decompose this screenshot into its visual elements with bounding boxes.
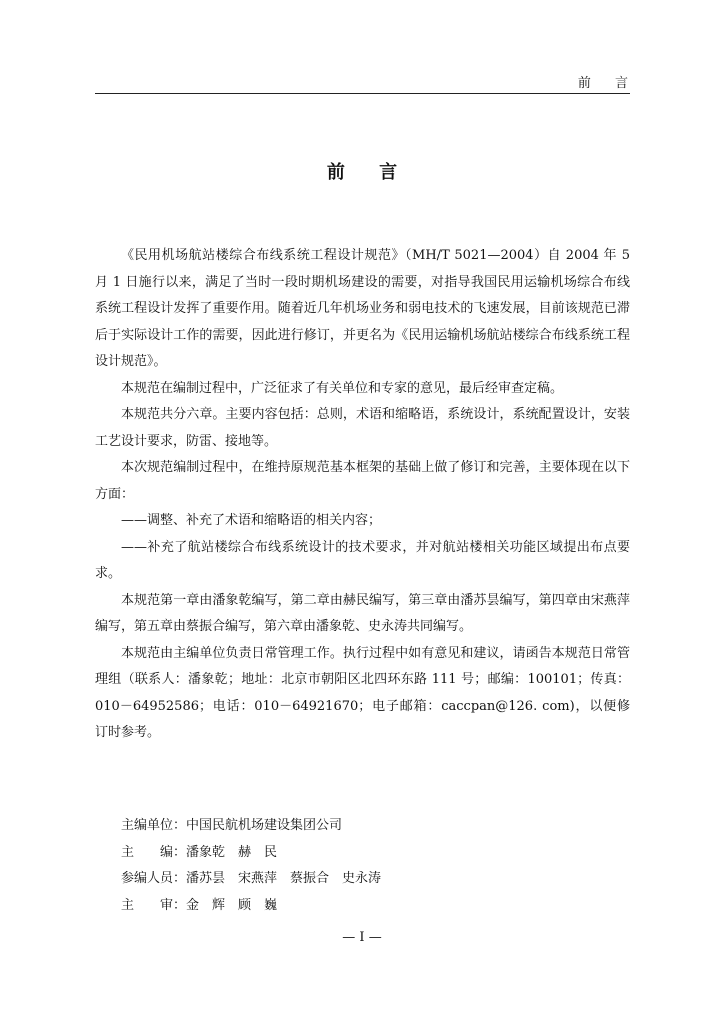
credit-label: 主编单位： [121,818,187,833]
credits-block [121,813,381,919]
paragraph-contents: 本规范共分六章。主要内容包括：总则，术语和缩略语，系统设计，系统配置设计，安装工艺设计要求，防雷、接地等。 [95,407,630,449]
credit-value: 金 辉 顾 巍 [186,897,278,913]
running-header: 前 言 [577,76,638,91]
page-title: 前 言 [326,162,412,183]
paragraph-revision-item-1: ——调整、补充了术语和缩略语的相关内容； [121,513,382,528]
credit-row-contributors [121,866,381,893]
paragraph-revision-item-2: ——补充了航站楼综合布线系统设计的技术要求，并对航站楼相关功能区域提出布点要求。 [95,539,630,581]
credit-label: 主 编： [121,844,187,860]
credit-row-chief-editor [121,840,381,867]
credit-value: 潘苏昙 宋燕萍 蔡振合 史永涛 [186,871,382,886]
paragraph-compilation: 本规范在编制过程中，广泛征求了有关单位和专家的意见，最后经审查定稿。 [121,380,564,396]
credit-row-editor-unit [121,813,381,840]
credit-label: 主 审： [121,897,187,913]
paragraph-intro: 《民用机场航站楼综合布线系统工程设计规范》（MH/T 5021—2004）自 2004 年 5 月 1 日施行以来，满足了当时一段时期机场建设的需要，对指导我国民用运输机场综合布线系统工程设计发挥了重要作用。随着近几年机场业务和弱电技术的飞速发展，目前该规范已滞后于实际设计工作的需要，因此进行修订，并更名为《民用运输机场航站楼综合布线系统工程设计规范》。 [95,248,630,369]
credit-value: 潘象乾 赫 民 [186,844,278,860]
header-divider [95,93,630,94]
page-number: — I — [342,930,382,945]
paragraph-contact: 本规范由主编单位负责日常管理工作。执行过程中如有意见和建议，请函告本规范日常管理组（联系人：潘象乾；地址：北京市朝阳区北四环东路 111 号；邮编：100101；传真：010－64952586；电话：010－64921670；电子邮箱：caccpan@126. com)，以便修订时参考。 [95,645,630,740]
paragraph-authors: 本规范第一章由潘象乾编写，第二章由赫民编写，第三章由潘苏昙编写，第四章由宋燕萍编写，第五章由蔡振合编写，第六章由潘象乾、史永涛共同编写。 [95,592,630,634]
preface-body [95,243,630,747]
credit-value: 中国民航机场建设集团公司 [186,818,343,833]
credit-row-reviewers [121,893,381,920]
credit-label: 参编人员： [121,871,187,886]
paragraph-revision: 本次规范编制过程中，在维持原规范基本框架的基础上做了修订和完善，主要体现在以下方面： [95,460,630,502]
